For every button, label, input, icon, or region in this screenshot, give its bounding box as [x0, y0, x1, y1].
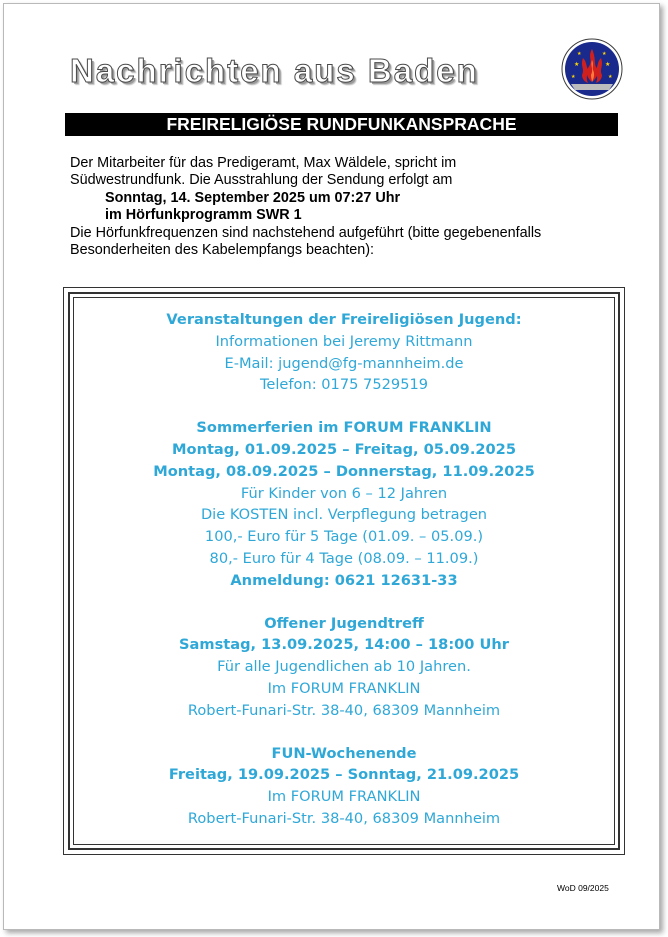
footer-code: WoD 09/2025 — [557, 883, 609, 893]
event-dates: Samstag, 13.09.2025, 14:00 – 18:00 Uhr — [179, 636, 509, 654]
radio-address-banner: FREIRELIGIÖSE RUNDFUNKANSPRACHE — [65, 113, 618, 136]
event-heading: Veranstaltungen der Freireligiösen Jugend: — [166, 311, 522, 328]
event-address: Robert-Funari-Str. 38-40, 68309 Mannheim — [187, 701, 501, 719]
event-heading: FUN-Wochenende — [271, 744, 417, 762]
event-text: Die KOSTEN incl. Verpflegung betragen — [200, 506, 488, 524]
event-registration: Anmeldung: 0621 12631-33 — [230, 571, 458, 589]
events-list — [63, 309, 625, 830]
masthead-title: Nachrichten aus Baden — [70, 52, 479, 89]
event-text: Informationen bei Jeremy Rittmann — [215, 332, 473, 350]
event-dates: Montag, 01.09.2025 – Freitag, 05.09.2025 — [172, 440, 516, 458]
event-phone: Telefon: 0175 7529519 — [259, 376, 429, 394]
event-location: Im FORUM FRANKLIN — [267, 679, 421, 697]
event-sommerferien — [63, 417, 625, 591]
event-text: Für alle Jugendlichen ab 10 Jahren. — [217, 658, 471, 676]
event-jugendtreff — [63, 613, 625, 722]
event-dates: Montag, 08.09.2025 – Donnerstag, 11.09.2025 — [153, 462, 535, 480]
intro-line: Südwestrundfunk. Die Ausstrahlung der Sendung erfolgt am — [70, 172, 453, 189]
event-heading: Offener Jugendtreff — [264, 614, 424, 632]
svg-text:★: ★ — [574, 61, 580, 68]
svg-text:★: ★ — [605, 61, 611, 68]
svg-text:★: ★ — [571, 74, 576, 80]
event-jugend — [63, 309, 625, 396]
event-fun-weekend — [63, 743, 625, 830]
event-heading: Sommerferien im FORUM FRANKLIN — [196, 419, 492, 437]
intro-line: Der Mitarbeiter für das Predigeramt, Max Wäldele, spricht im — [70, 155, 457, 171]
event-email: E-Mail: jugend@fg-mannheim.de — [224, 354, 464, 372]
flame-stars-emblem-icon — [561, 38, 623, 100]
event-address: Robert-Funari-Str. 38-40, 68309 Mannheim — [187, 809, 501, 827]
event-text: Für Kinder von 6 – 12 Jahren — [240, 484, 448, 502]
intro-text — [70, 155, 630, 259]
event-location: Im FORUM FRANKLIN — [267, 788, 421, 806]
intro-line: Besonderheiten des Kabelempfangs beachten): — [70, 242, 375, 259]
broadcast-date: Sonntag, 14. September 2025 um 07:27 Uhr — [105, 189, 401, 206]
intro-line: Die Hörfunkfrequenzen sind nachstehend aufgeführt (bitte gegebenenfalls — [70, 224, 542, 241]
event-price: 100,- Euro für 5 Tage (01.09. – 05.09.) — [204, 528, 484, 546]
broadcast-program: im Hörfunkprogramm SWR 1 — [105, 207, 302, 224]
event-price: 80,- Euro für 4 Tage (08.09. – 11.09.) — [209, 549, 479, 567]
svg-text:★: ★ — [608, 74, 613, 80]
event-dates: Freitag, 19.09.2025 – Sonntag, 21.09.2025 — [168, 766, 520, 784]
svg-text:★: ★ — [577, 51, 582, 57]
svg-text:★: ★ — [602, 51, 607, 57]
document-page — [3, 3, 660, 930]
